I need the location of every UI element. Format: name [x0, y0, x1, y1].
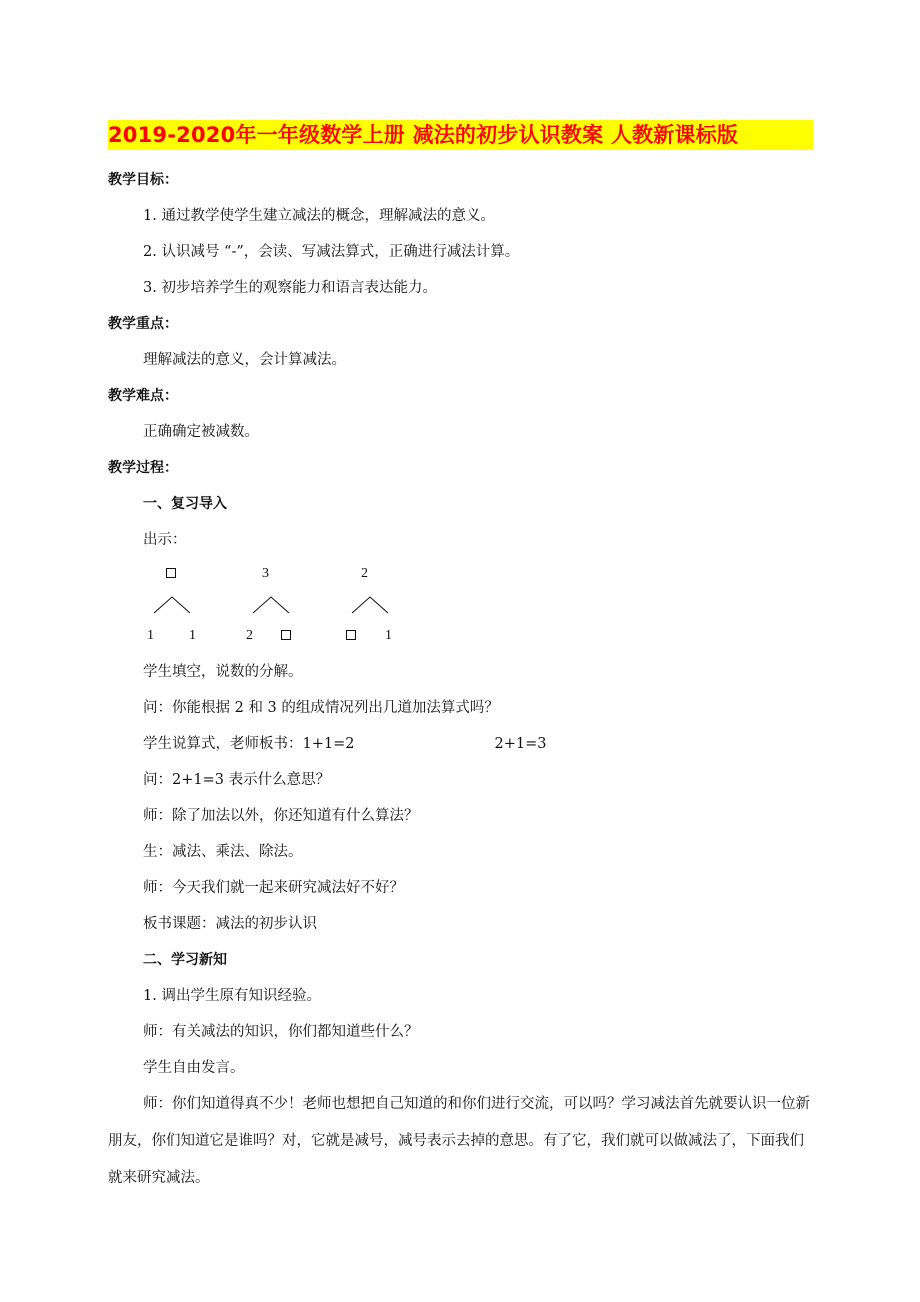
section2-heading: 二、学习新知	[143, 952, 227, 968]
section1-line-6: 师：今天我们就一起来研究减法好不好？	[143, 880, 404, 896]
diagram3-branch	[351, 596, 389, 614]
diagram2-branch	[252, 596, 290, 614]
section2-line-3: 学生自由发言。	[143, 1060, 245, 1076]
diagram3-top-number: 2	[361, 566, 368, 581]
show-label: 出示：	[143, 532, 187, 548]
diagram2-top-number: 3	[262, 566, 269, 581]
diagram1-branch	[153, 596, 191, 614]
section2-line-2: 师：有关减法的知识，你们都知道些什么？	[143, 1024, 419, 1040]
board-left-text: 学生说算式，老师板书：1+1=2	[143, 736, 355, 752]
board-right-text: 2+1=3	[494, 736, 547, 752]
section2-paragraph	[108, 1086, 813, 1197]
diagram1-right-number: 1	[189, 628, 196, 643]
key-point-text: 理解减法的意义，会计算减法。	[143, 352, 346, 368]
key-point-heading: 教学重点：	[108, 316, 178, 332]
objective-item-2: 2. 认识减号 “-”，会读、写减法算式，正确进行减法计算。	[143, 244, 520, 260]
diagram2-right-box	[281, 630, 291, 640]
objective-item-1: 1. 通过教学使学生建立减法的概念，理解减法的意义。	[143, 208, 495, 224]
difficulty-heading: 教学难点：	[108, 388, 178, 404]
document-title: 2019-2020年一年级数学上册 减法的初步认识教案 人教新课标版	[108, 120, 813, 150]
diagram1-left-number: 1	[147, 628, 154, 643]
section1-heading: 一、复习导入	[143, 496, 227, 512]
section2-paragraph-text: 师：你们知道得真不少！老师也想把自己知道的和你们进行交流，可以吗？学习减法首先就要认识一位新朋友，你们知道它是谁吗？对，它就是减号，减号表示去掉的意思。有了它，我们就可以做减法了，下面我们就来研究减法。	[108, 1096, 810, 1186]
diagram1-top-box	[166, 568, 176, 578]
section1-line-3: 问：2+1=3 表示什么意思？	[143, 772, 331, 788]
diagram3-right-number: 1	[385, 628, 392, 643]
section1-line-4: 师：除了加法以外，你还知道有什么算法？	[143, 808, 419, 824]
diagram2-left-number: 2	[246, 628, 253, 643]
objectives-heading: 教学目标：	[108, 172, 178, 188]
section1-line-7: 板书课题：减法的初步认识	[143, 916, 317, 932]
board-line	[143, 734, 546, 754]
objective-item-3: 3. 初步培养学生的观察能力和语言表达能力。	[143, 280, 437, 296]
difficulty-text: 正确确定被减数。	[143, 424, 259, 440]
section1-line-1: 学生填空，说数的分解。	[143, 664, 303, 680]
section2-line-1: 1. 调出学生原有知识经验。	[143, 988, 321, 1004]
process-heading: 教学过程：	[108, 460, 178, 476]
section1-line-2: 问：你能根据 2 和 3 的组成情况列出几道加法算式吗？	[143, 700, 499, 716]
section1-line-5: 生：减法、乘法、除法。	[143, 844, 303, 860]
diagram3-left-box	[346, 630, 356, 640]
